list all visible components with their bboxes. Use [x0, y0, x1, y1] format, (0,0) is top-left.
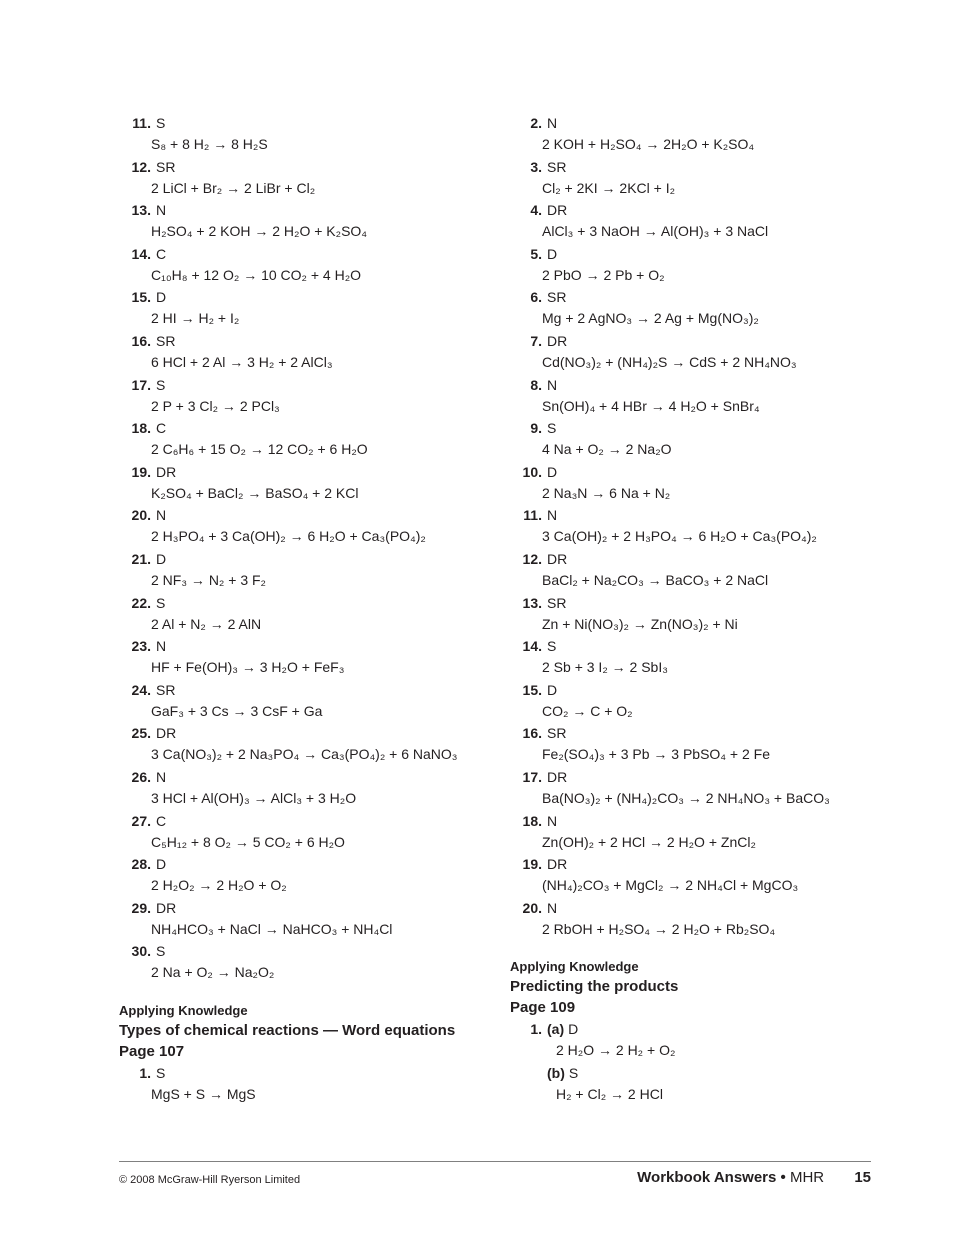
question-number: 2. [530, 115, 542, 131]
question-number: 9. [530, 420, 542, 437]
question-number: 15. [522, 681, 542, 698]
section-title: Types of chemical reactions — Word equations [119, 1021, 456, 1039]
answer-item [119, 592, 499, 636]
equation: 2 H₂O → 2 H₂ + O₂ [556, 1042, 676, 1059]
answer-code: D [547, 245, 558, 262]
answer-item [119, 635, 499, 679]
equation: 2 Sb + 3 I₂ → 2 SbI₃ [542, 659, 668, 676]
question-number: 22. [131, 594, 151, 611]
equation: HF + Fe(OH)₃ → 3 H₂O + FeF₃ [151, 659, 345, 676]
right-column [510, 112, 890, 1105]
answer-item [119, 897, 499, 941]
answer-item [510, 112, 890, 156]
question-number: 18. [131, 420, 151, 437]
answer-item [510, 156, 890, 200]
question-number: 16. [131, 332, 151, 349]
answer-code: SR [547, 158, 567, 175]
question-number: 13. [131, 202, 151, 219]
equation: H₂SO₄ + 2 KOH → 2 H₂O + K₂SO₄ [151, 223, 368, 240]
answer-code: C [156, 812, 167, 829]
question-number: 4. [530, 202, 542, 219]
equation: H₂ + Cl₂ → 2 HCl [556, 1085, 663, 1102]
equation: Sn(OH)₄ + 4 HBr → 4 H₂O + SnBr₄ [542, 397, 760, 414]
equation: Zn(OH)₂ + 2 HCl → 2 H₂O + ZnCl₂ [542, 833, 756, 850]
equation: 2 Al + N₂ → 2 AlN [151, 615, 262, 632]
answer-code: DR [547, 202, 568, 219]
question-number: 18. [522, 812, 542, 829]
answer-item [510, 635, 890, 679]
answer-code: N [156, 507, 167, 524]
answer-item [119, 199, 499, 243]
equation: 2 P + 3 Cl₂ → 2 PCl₃ [151, 397, 280, 414]
answer-code: S [547, 420, 557, 437]
answer-item [510, 766, 890, 810]
answer-code: SR [547, 289, 567, 306]
answer-code: SR [547, 725, 567, 742]
equation: GaF₃ + 3 Cs → 3 CsF + Ga [151, 702, 323, 719]
question-number: 12. [522, 550, 542, 567]
equation: 2 H₃PO₄ + 3 Ca(OH)₂ → 6 H₂O + Ca₃(PO₄)₂ [151, 528, 426, 545]
answer-code: N [547, 507, 558, 524]
answer-code: D [547, 681, 558, 698]
answer-item [119, 548, 499, 592]
answer-code: D [156, 856, 167, 873]
answer-code: D [547, 463, 558, 480]
answer-code: DR [156, 899, 177, 916]
equation: C₅H₁₂ + 8 O₂ → 5 CO₂ + 6 H₂O [151, 833, 345, 850]
question-number: 30. [131, 943, 151, 960]
equation: Fe₂(SO₄)₃ + 3 Pb → 3 PbSO₄ + 2 Fe [542, 746, 770, 763]
answer-code: S [156, 115, 166, 131]
answer-item [510, 853, 890, 897]
question-number: 3. [530, 158, 542, 175]
equation: S₈ + 8 H₂ → 8 H₂S [151, 136, 268, 152]
question-number: 1. [530, 1021, 542, 1038]
answer-item [119, 679, 499, 723]
question-number: 16. [522, 725, 542, 742]
answer-code: C [156, 420, 167, 437]
answer-item [119, 722, 499, 766]
equation: 2 Na + O₂ → Na₂O₂ [151, 964, 275, 981]
answer-code: DR [547, 550, 568, 567]
answer-item [510, 199, 890, 243]
question-number: 19. [522, 856, 542, 873]
answer-item [510, 679, 890, 723]
question-number: 25. [131, 725, 151, 742]
equation: 3 HCl + Al(OH)₃ → AlCl₃ + 3 H₂O [151, 789, 357, 806]
equation: Zn + Ni(NO₃)₂ → Zn(NO₃)₂ + Ni [542, 615, 738, 632]
question-number: 20. [131, 507, 151, 524]
answer-code: S [156, 376, 166, 393]
answer-code: S [547, 638, 557, 655]
sub-part-label: (b) [547, 1064, 565, 1081]
equation: 2 H₂O₂ → 2 H₂O + O₂ [151, 877, 287, 894]
answer-code: N [547, 812, 558, 829]
footer-copyright: © 2008 McGraw-Hill Ryerson Limited [119, 1174, 301, 1186]
answer-item [510, 461, 890, 505]
equation: 2 Na₃N → 6 Na + N₂ [542, 484, 671, 501]
question-number: 15. [131, 289, 151, 306]
section-label: Applying Knowledge [510, 959, 639, 975]
answer-item [510, 592, 890, 636]
question-number: 20. [522, 899, 542, 916]
footer-publisher: MHR [789, 1169, 825, 1186]
sub-part-label: (a) [547, 1021, 565, 1038]
footer-separator: • [780, 1169, 786, 1186]
answer-item [119, 112, 499, 156]
equation: 2 LiCl + Br₂ → 2 LiBr + Cl₂ [151, 179, 316, 196]
footer-divider [119, 1161, 871, 1162]
section-label: Applying Knowledge [119, 1002, 248, 1018]
answer-code: SR [156, 158, 176, 175]
equation: 2 KOH + H₂SO₄ → 2H₂O + K₂SO₄ [542, 136, 755, 152]
question-number: 7. [530, 332, 542, 349]
answer-code: D [568, 1021, 579, 1038]
equation: 2 PbO → 2 Pb + O₂ [542, 266, 665, 283]
equation: 2 NF₃ → N₂ + 3 F₂ [151, 571, 266, 588]
equation: K₂SO₄ + BaCl₂ → BaSO₄ + 2 KCl [151, 484, 359, 501]
question-number: 10. [522, 463, 542, 480]
section-page: Page 109 [510, 999, 576, 1017]
equation: 4 Na + O₂ → 2 Na₂O [542, 441, 672, 458]
question-number: 27. [131, 812, 151, 829]
question-number: 21. [131, 550, 151, 567]
answer-item [119, 766, 499, 810]
answer-item [510, 374, 890, 418]
equation: Mg + 2 AgNO₃ → 2 Ag + Mg(NO₃)₂ [542, 310, 759, 327]
question-number: 11. [523, 507, 542, 524]
answer-item [119, 286, 499, 330]
footer-book-title: Workbook Answers [637, 1169, 777, 1186]
answer-code: S [568, 1064, 579, 1081]
question-number: 11. [132, 115, 151, 131]
equation: AlCl₃ + 3 NaOH → Al(OH)₃ + 3 NaCl [542, 223, 769, 240]
answer-code: S [156, 594, 166, 611]
answer-item [510, 1062, 890, 1106]
answer-code: S [156, 1064, 166, 1081]
answer-item [119, 1062, 499, 1106]
section-header [510, 958, 890, 1018]
question-number: 1. [139, 1064, 151, 1081]
answer-item [119, 461, 499, 505]
answer-code: DR [156, 725, 177, 742]
question-number: 14. [131, 245, 151, 262]
question-number: 12. [131, 158, 151, 175]
answer-item [119, 417, 499, 461]
answer-code: N [547, 899, 558, 916]
answer-code: C [156, 245, 167, 262]
question-number: 17. [131, 376, 151, 393]
answer-code: SR [156, 681, 176, 698]
section-header [119, 1002, 499, 1062]
answer-item [119, 243, 499, 287]
answer-code: N [547, 376, 558, 393]
answer-item [510, 897, 890, 941]
answer-item [510, 810, 890, 854]
question-number: 5. [530, 245, 542, 262]
equation: CO₂ → C + O₂ [542, 702, 633, 719]
equation: BaCl₂ + Na₂CO₃ → BaCO₃ + 2 NaCl [542, 571, 769, 588]
page-number: 15 [854, 1169, 871, 1186]
question-number: 26. [131, 768, 151, 785]
question-number: 29. [131, 899, 151, 916]
question-number: 23. [131, 638, 151, 655]
answer-code: DR [547, 768, 568, 785]
answer-item [510, 722, 890, 766]
equation: MgS + S → MgS [151, 1085, 256, 1102]
equation: 2 C₆H₆ + 15 O₂ → 12 CO₂ + 6 H₂O [151, 441, 368, 458]
answer-code: N [547, 115, 558, 131]
answer-item [119, 853, 499, 897]
answer-item [119, 810, 499, 854]
equation: 2 RbOH + H₂SO₄ → 2 H₂O + Rb₂SO₄ [542, 920, 776, 937]
answer-item [510, 548, 890, 592]
answer-code: SR [547, 594, 567, 611]
equation: NH₄HCO₃ + NaCl → NaHCO₃ + NH₄Cl [151, 920, 393, 937]
question-number: 14. [522, 638, 542, 655]
answer-item [119, 374, 499, 418]
equation: Cd(NO₃)₂ + (NH₄)₂S → CdS + 2 NH₄NO₃ [542, 353, 797, 370]
answer-item [510, 504, 890, 548]
answer-item [119, 940, 499, 984]
answer-item [119, 504, 499, 548]
equation: Cl₂ + 2KI → 2KCl + I₂ [542, 179, 676, 196]
section-page: Page 107 [119, 1042, 185, 1060]
question-number: 17. [522, 768, 542, 785]
answer-code: D [156, 550, 167, 567]
answer-item [510, 417, 890, 461]
equation: 3 Ca(NO₃)₂ + 2 Na₃PO₄ → Ca₃(PO₄)₂ + 6 NaNO₃ [151, 746, 458, 763]
answer-item [510, 1018, 890, 1062]
answer-item [510, 243, 890, 287]
answer-code: DR [547, 332, 568, 349]
equation: C₁₀H₈ + 12 O₂ → 10 CO₂ + 4 H₂O [151, 266, 362, 283]
answer-code: N [156, 768, 167, 785]
answer-code: D [156, 289, 167, 306]
answer-code: N [156, 202, 167, 219]
question-number: 24. [131, 681, 151, 698]
answer-item [510, 330, 890, 374]
equation: 2 HI → H₂ + I₂ [151, 310, 240, 327]
answer-code: SR [156, 332, 176, 349]
footer-running-head [637, 1168, 871, 1188]
section-title: Predicting the products [510, 978, 679, 996]
answer-code: DR [156, 463, 177, 480]
answer-code: N [156, 638, 167, 655]
equation: Ba(NO₃)₂ + (NH₄)₂CO₃ → 2 NH₄NO₃ + BaCO₃ [542, 789, 830, 806]
equation: 3 Ca(OH)₂ + 2 H₃PO₄ → 6 H₂O + Ca₃(PO₄)₂ [542, 528, 817, 545]
question-number: 19. [131, 463, 151, 480]
answer-item [510, 286, 890, 330]
left-column [119, 112, 499, 1105]
question-number: 6. [530, 289, 542, 306]
question-number: 8. [530, 376, 542, 393]
answer-code: S [156, 943, 166, 960]
answer-item [119, 156, 499, 200]
answer-code: DR [547, 856, 568, 873]
answer-item [119, 330, 499, 374]
equation: 6 HCl + 2 Al → 3 H₂ + 2 AlCl₃ [151, 353, 333, 370]
question-number: 28. [131, 856, 151, 873]
question-number: 13. [522, 594, 542, 611]
equation: (NH₄)₂CO₃ + MgCl₂ → 2 NH₄Cl + MgCO₃ [542, 877, 799, 894]
